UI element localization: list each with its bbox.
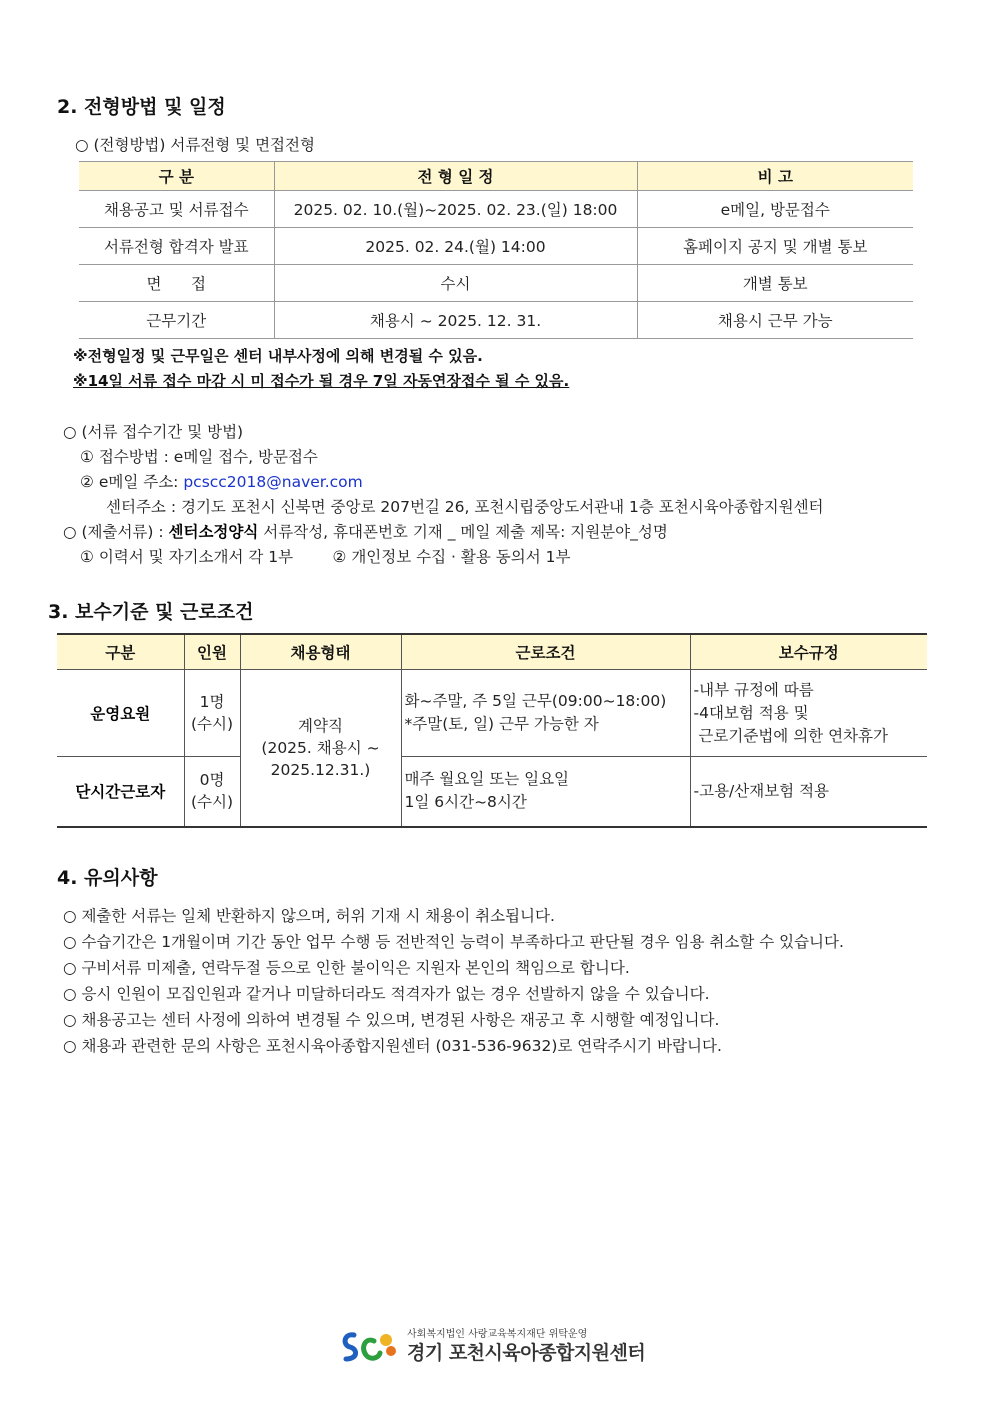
email-line xyxy=(80,470,363,492)
center-logo xyxy=(340,1325,660,1365)
employment-period-end: 2025.12.31.) xyxy=(270,760,371,779)
header-count: 인원 xyxy=(184,634,240,670)
row-remarks: 개별 통보 xyxy=(637,265,913,302)
submit-period-title: ○ (서류 접수기간 및 방법) xyxy=(63,423,244,441)
conditions-line: 1일 6시간~8시간 xyxy=(404,793,527,812)
pay-line: -내부 규정에 따름 xyxy=(693,680,814,699)
count-note: (수시) xyxy=(190,715,234,733)
header-conditions: 근로조건 xyxy=(401,634,690,670)
conditions-line: 화~주말, 주 5일 근무(09:00~18:00) xyxy=(404,692,667,710)
submit-method: ① 접수방법 : e메일 접수, 방문접수 xyxy=(80,448,318,466)
row-category: 면 접 xyxy=(79,265,274,302)
section4-title: 4. 유의사항 xyxy=(57,867,158,889)
notice-item: ○ 채용과 관련한 문의 사항은 포천시육아종합지원센터 (031-536-9632)로 연락주시기 바랍니다. xyxy=(63,1037,722,1055)
header-type: 구분 xyxy=(57,634,184,670)
center-logo-icon xyxy=(340,1327,400,1365)
conditions-table xyxy=(57,633,927,828)
header-schedule: 전 형 일 정 xyxy=(274,162,637,191)
notice-item: ○ 제출한 서류는 일체 반환하지 않으며, 허위 기재 시 채용이 취소됩니다. xyxy=(63,907,555,925)
table-row xyxy=(79,302,913,339)
count-note: (수시) xyxy=(190,793,234,812)
pay-cell xyxy=(690,670,927,757)
notice-item: ○ 수습기간은 1개월이며 기간 동안 업무 수행 등 전반적인 능력이 부족하다고 판단될 경우 임용 취소할 수 있습니다. xyxy=(63,933,844,951)
auto-extension-note: ※14일 서류 접수 마감 시 미 접수가 될 경우 7일 자동연장접수 될 수 있음. xyxy=(73,372,570,390)
notice-item: ○ 응시 인원이 모집인원과 같거나 미달하더라도 적격자가 없는 경우 선발하지 않을 수 있습니다. xyxy=(63,985,710,1003)
logo-title: 경기 포천시육아종합지원센터 xyxy=(407,1342,646,1364)
row-remarks: e메일, 방문접수 xyxy=(637,191,913,228)
docs-form-name: 센터소정양식 xyxy=(168,523,259,541)
employment-cell xyxy=(240,670,401,827)
row-category: 근무기간 xyxy=(79,302,274,339)
count-cell xyxy=(184,670,240,757)
row-remarks: 홈페이지 공지 및 개별 통보 xyxy=(637,228,913,265)
conditions-cell xyxy=(401,670,690,757)
conditions-line: *주말(토, 일) 근무 가능한 자 xyxy=(404,715,599,733)
employment-period-start: (2025. 채용시 ~ xyxy=(261,738,380,757)
row-schedule: 채용시 ~ 2025. 12. 31. xyxy=(274,302,637,339)
docs-prefix: ○ (제출서류) : xyxy=(63,523,169,541)
header-pay: 보수규정 xyxy=(690,634,927,670)
table-row xyxy=(57,670,927,757)
docs-list: ① 이력서 및 자기소개서 각 1부 ② 개인정보 수집 · 활용 동의서 1부 xyxy=(80,548,571,566)
schedule-table xyxy=(79,161,913,339)
table-row xyxy=(79,228,913,265)
row-schedule: 수시 xyxy=(274,265,637,302)
row-schedule: 2025. 02. 24.(월) 14:00 xyxy=(274,228,637,265)
type-cell: 운영요원 xyxy=(57,670,184,757)
email-link[interactable]: pcscc2018@naver.com xyxy=(183,473,363,491)
table-row xyxy=(79,191,913,228)
header-remarks: 비 고 xyxy=(637,162,913,191)
header-employment: 채용형태 xyxy=(240,634,401,670)
section3-title: 3. 보수기준 및 근로조건 xyxy=(48,601,254,623)
header-category: 구 분 xyxy=(79,162,274,191)
center-address: 센터주소 : 경기도 포천시 신북면 중앙로 207번길 26, 포천시립중앙도서관내 1층 포천시육아종합지원센터 xyxy=(106,498,824,516)
conditions-cell xyxy=(401,757,690,827)
table-row xyxy=(79,265,913,302)
table-row xyxy=(57,757,927,827)
schedule-note: ※전형일정 및 근무일은 센터 내부사정에 의해 변경될 수 있음. xyxy=(73,347,483,365)
count-cell xyxy=(184,757,240,827)
row-category: 서류전형 합격자 발표 xyxy=(79,228,274,265)
pay-line: -4대보험 적용 및 xyxy=(693,703,809,722)
employment-type: 계약직 xyxy=(298,716,343,735)
notice-item: ○ 채용공고는 센터 사정에 의하여 변경될 수 있으며, 변경된 사항은 재공고 후 시행할 예정입니다. xyxy=(63,1011,720,1029)
pay-cell xyxy=(690,757,927,827)
pay-line: -고용/산재보험 적용 xyxy=(693,781,830,800)
count-value: 0명 xyxy=(199,771,225,790)
count-value: 1명 xyxy=(199,693,225,711)
conditions-line: 매주 월요일 또는 일요일 xyxy=(404,770,570,789)
pay-line: 근로기준법에 의한 연차휴가 xyxy=(693,726,888,745)
row-category: 채용공고 및 서류접수 xyxy=(79,191,274,228)
notice-item: ○ 구비서류 미제출, 연락두절 등으로 인한 불이익은 지원자 본인의 책임으로 합니다. xyxy=(63,959,630,977)
table-header-row xyxy=(57,634,927,670)
docs-rest: 서류작성, 휴대폰번호 기재 _ 메일 제출 제목: 지원분야_성명 xyxy=(258,523,668,541)
section2-title: 2. 전형방법 및 일정 xyxy=(57,96,226,118)
selection-method: ○ (전형방법) 서류전형 및 면접전형 xyxy=(75,136,315,154)
row-schedule: 2025. 02. 10.(월)~2025. 02. 23.(일) 18:00 xyxy=(274,191,637,228)
logo-subtitle: 사회복지법인 사랑교육복지재단 위탁운영 xyxy=(407,1329,588,1340)
row-remarks: 채용시 근무 가능 xyxy=(637,302,913,339)
email-label: ② e메일 주소: xyxy=(80,473,184,491)
type-cell: 단시간근로자 xyxy=(57,757,184,827)
submit-docs xyxy=(63,520,668,542)
table-header-row xyxy=(79,162,913,191)
